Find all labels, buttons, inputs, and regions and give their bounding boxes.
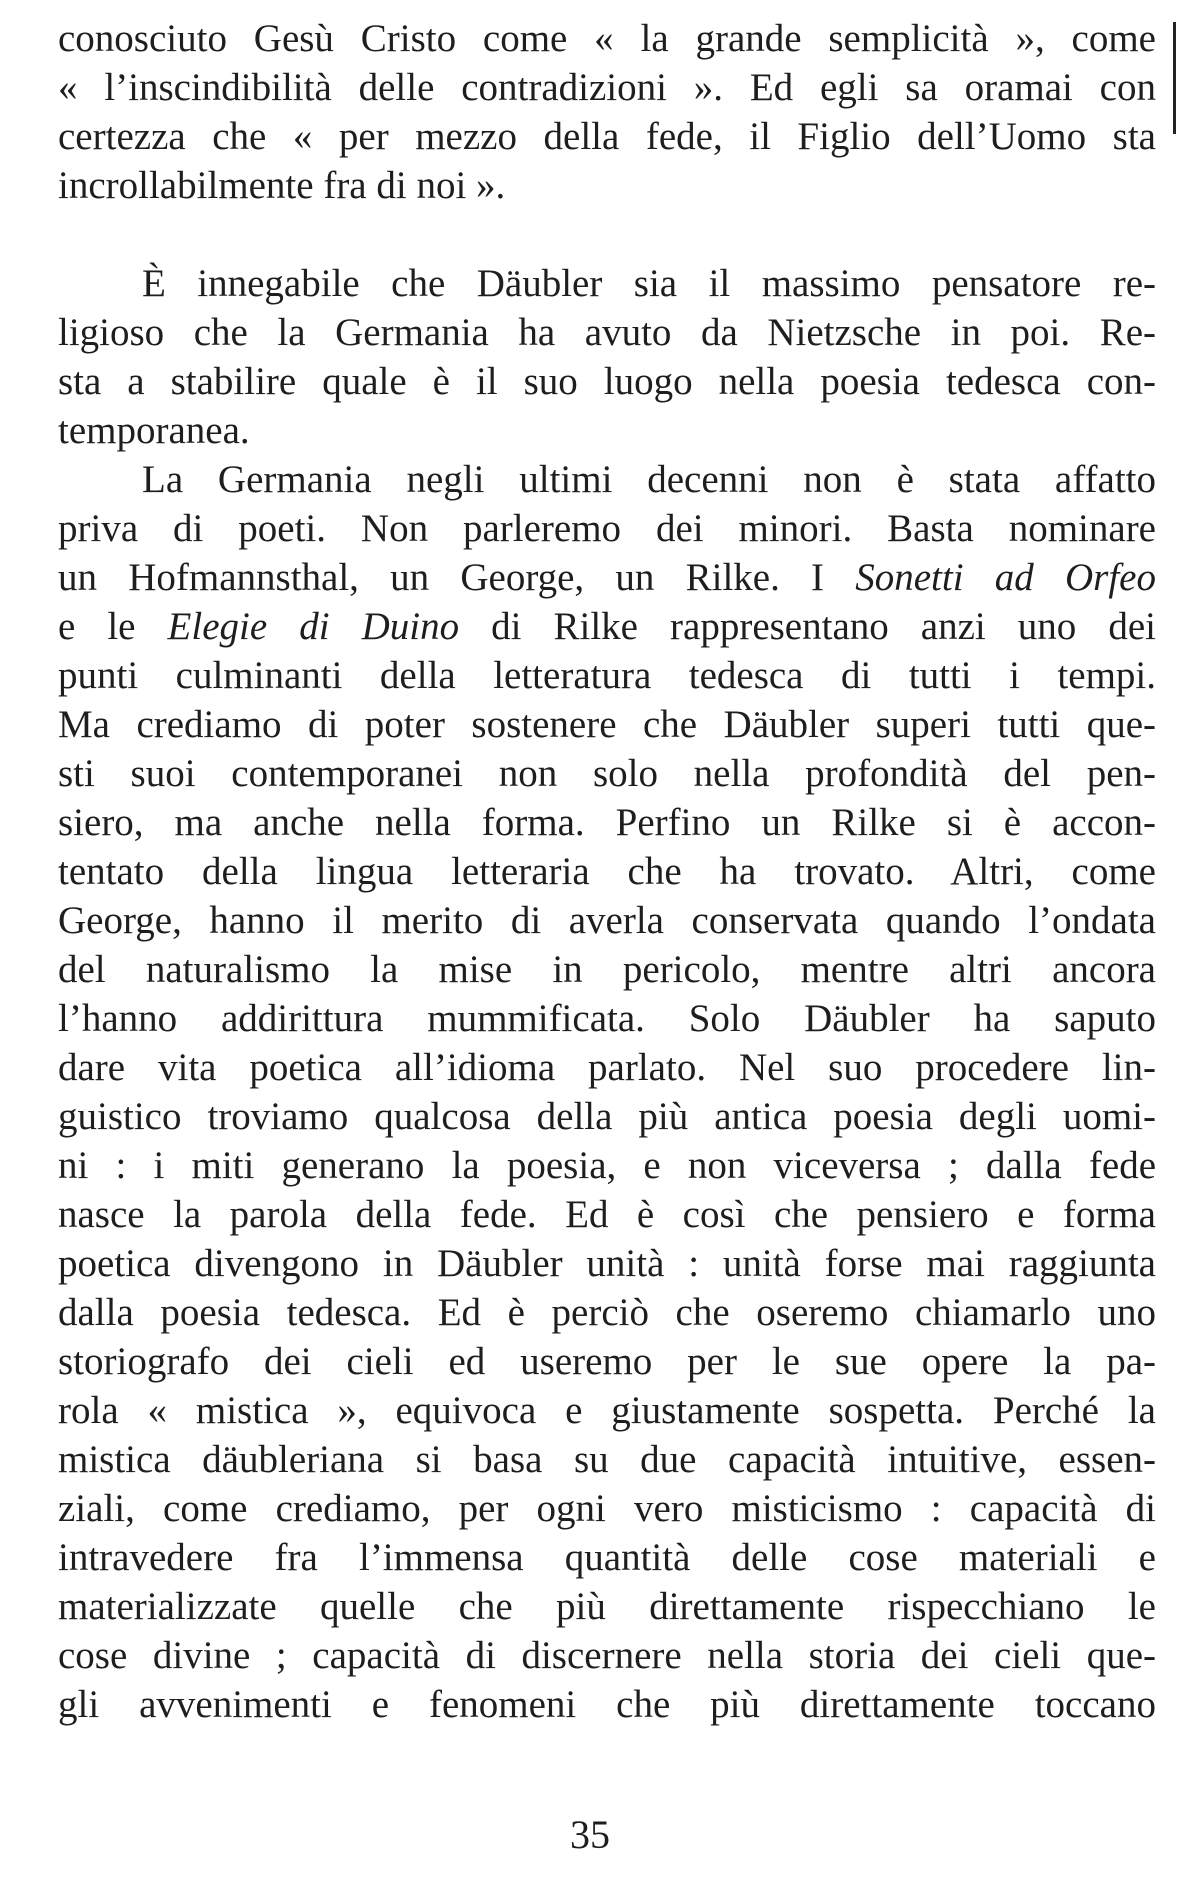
text-fragment: un Hofmannsthal, un George, un Rilke. I (58, 556, 856, 599)
text-line: l’hanno addirittura mummificata. Solo Däubler ha saputo (58, 997, 1156, 1040)
book-title-elegie: Elegie di Duino (167, 605, 460, 648)
paragraph-1 (58, 14, 1156, 210)
text-line: ziali, come crediamo, per ogni vero misticismo : capacità di (58, 1487, 1156, 1530)
text-line: rola « mistica », equivoca e giustamente sospetta. Perché la (58, 1389, 1156, 1432)
text-line: È innegabile che Däubler sia il massimo pensatore re- (142, 262, 1156, 305)
text-line: materializzate quelle che più direttamente rispecchiano le (58, 1585, 1156, 1628)
text-line: cose divine ; capacità di discernere nella storia dei cieli que- (58, 1634, 1156, 1677)
paragraph-3 (58, 455, 1156, 1729)
body-text (58, 14, 1156, 1729)
text-line: gli avvenimenti e fenomeni che più direttamente toccano (58, 1683, 1156, 1726)
text-line: « l’inscindibilità delle contradizioni ». Ed egli sa oramai con (58, 66, 1156, 109)
text-line: punti culminanti della letteratura tedesca di tutti i tempi. (58, 654, 1156, 697)
text-line: dalla poesia tedesca. Ed è perciò che oseremo chiamarlo uno (58, 1291, 1156, 1334)
text-line: sti suoi contemporanei non solo nella profondità del pen- (58, 752, 1156, 795)
text-line: Ma crediamo di poter sostenere che Däubler superi tutti que- (58, 703, 1156, 746)
text-line: La Germania negli ultimi decenni non è stata affatto (142, 458, 1156, 501)
text-line: conosciuto Gesù Cristo come « la grande semplicità », come (58, 17, 1156, 60)
text-line: ligioso che la Germania ha avuto da Nietzsche in poi. Re- (58, 311, 1156, 354)
text-line: storiografo dei cieli ed useremo per le sue opere la pa- (58, 1340, 1156, 1383)
paragraph-gap (58, 210, 1156, 259)
page-number: 35 (570, 1812, 610, 1857)
text-line: siero, ma anche nella forma. Perfino un Rilke si è accon- (58, 801, 1156, 844)
text-line: tentato della lingua letteraria che ha trovato. Altri, come (58, 850, 1156, 893)
text-line: incrollabilmente fra di noi ». (58, 164, 506, 207)
text-line: ni : i miti generano la poesia, e non viceversa ; dalla fede (58, 1144, 1156, 1187)
text-line: George, hanno il merito di averla conservata quando l’ondata (58, 899, 1156, 942)
text-line: sta a stabilire quale è il suo luogo nella poesia tedesca con- (58, 360, 1156, 403)
text-line: nasce la parola della fede. Ed è così che pensiero e forma (58, 1193, 1156, 1236)
text-line: guistico troviamo qualcosa della più antica poesia degli uomi- (58, 1095, 1156, 1138)
text-line: poetica divengono in Däubler unità : unità forse mai raggiunta (58, 1242, 1156, 1285)
text-line: certezza che « per mezzo della fede, il Figlio dell’Uomo sta (58, 115, 1156, 158)
text-line: intravedere fra l’immensa quantità delle cose materiali e (58, 1536, 1156, 1579)
text-fragment: e le (58, 605, 168, 648)
text-line: dare vita poetica all’idioma parlato. Nel suo procedere lin- (58, 1046, 1156, 1089)
text-fragment: di Rilke rappresentano anzi uno dei (459, 605, 1156, 648)
text-line: temporanea. (58, 409, 250, 452)
paragraph-2 (58, 259, 1156, 455)
text-line (58, 553, 1156, 602)
margin-mark (1173, 22, 1176, 134)
text-line: del naturalismo la mise in pericolo, mentre altri ancora (58, 948, 1156, 991)
text-line (58, 602, 1156, 651)
text-line: mistica däubleriana si basa su due capacità intuitive, essen- (58, 1438, 1156, 1481)
book-title-sonetti: Sonetti ad Orfeo (855, 556, 1156, 599)
text-line: priva di poeti. Non parleremo dei minori. Basta nominare (58, 507, 1156, 550)
